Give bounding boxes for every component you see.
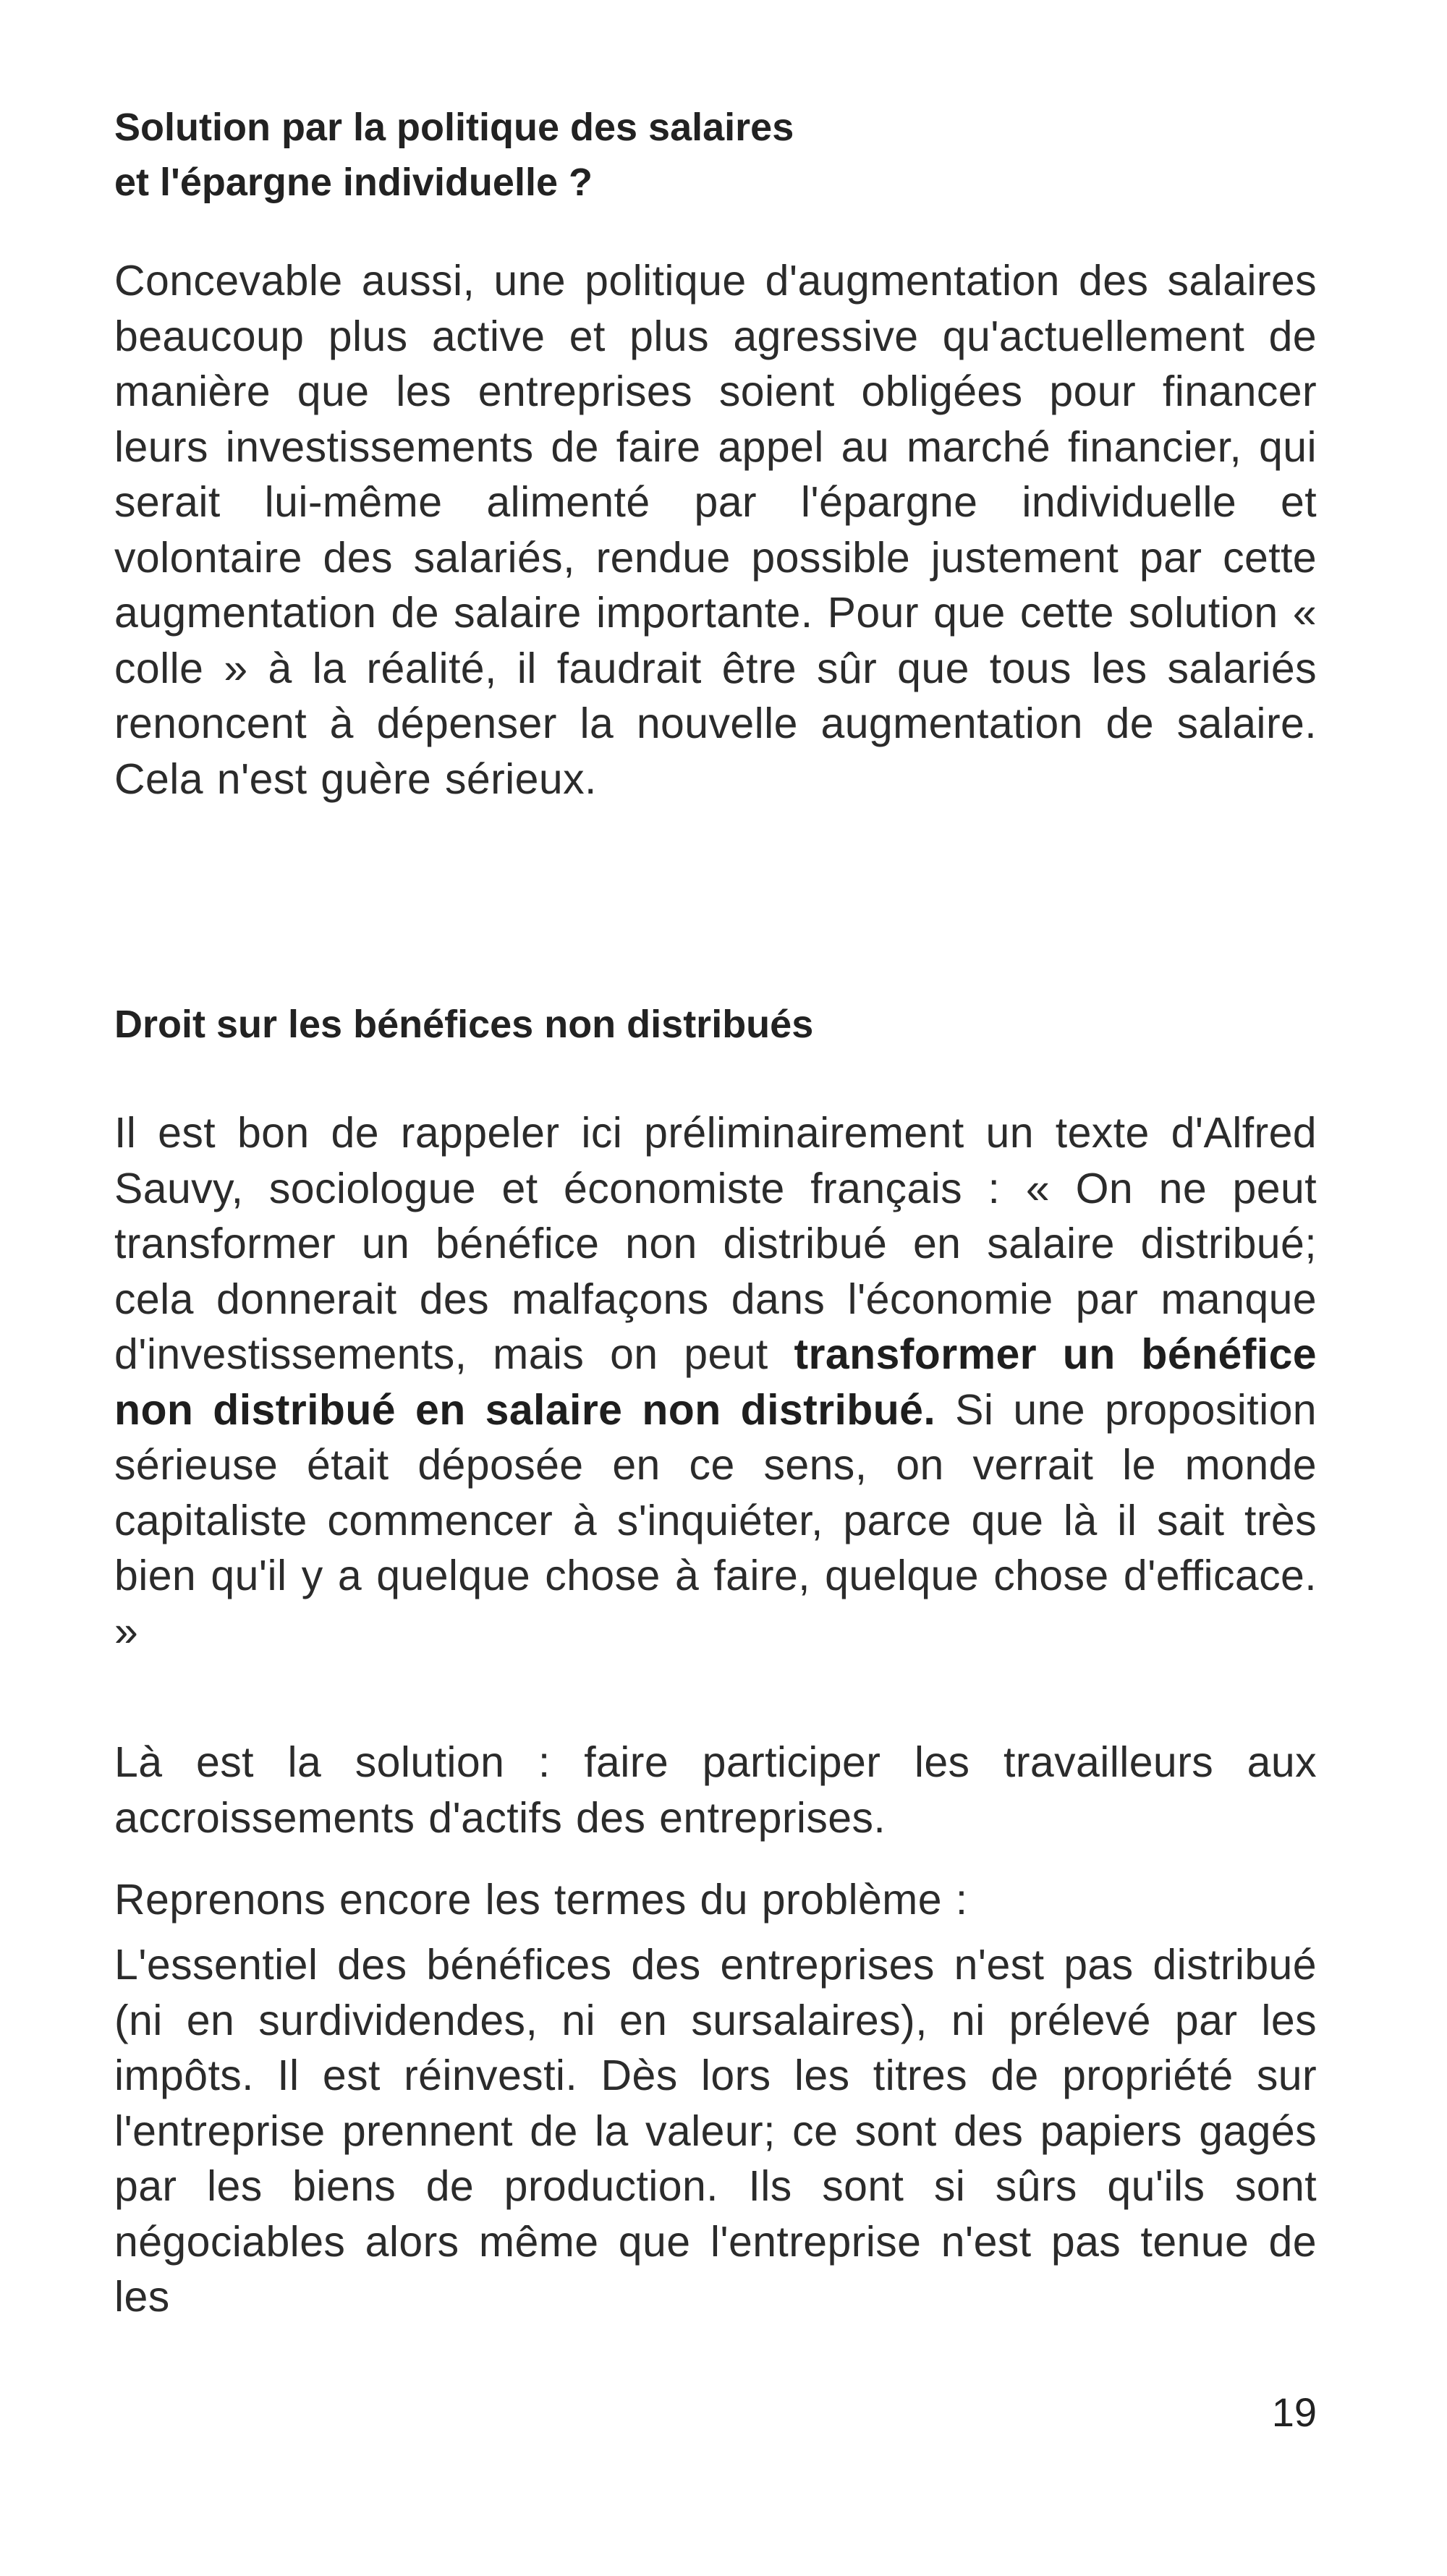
paragraph-restate-problem: Reprenons encore les termes du problème : [114,1876,968,1924]
paragraph-wage-policy: Concevable aussi, une politique d'augmentation des salaires beaucoup plus active et plus agressive qu'actuellement de manière que les entreprises soient obligées pour financer leurs investissements de faire appel au marché financier, qui serait lui-même alimenté par l'épargne individuelle et volontaire des salariés, rendue possible justement par cette augmentation de salaire importante. Pour que cette solution « colle » à la réalité, il faudrait être sûr que tous les salariés renoncent à dépenser la nouvelle augmentation de salaire. Cela n'est guère sérieux. [114,257,1317,803]
heading-line-1: Solution par la politique des salaires [114,106,794,149]
page-number: 19 [1271,2389,1317,2435]
paragraph-solution: Là est la solution : faire participer les travailleurs aux accroissements d'actifs des entreprises. [114,1738,1317,1842]
section-heading-undistributed-profits: Droit sur les bénéfices non distribués [114,1003,814,1046]
quote-text-end: Si une proposition sérieuse était déposée en ce sens, on verrait le monde capitaliste commencer à s'inquiéter, parce que là il sait très bien qu'il y a quelque chose à faire, quelque chose d'efficace. » [114,1385,1317,1655]
paragraph-sauvy-quote [114,1105,1317,1659]
book-page [114,0,1317,2576]
heading-line-2: et l'épargne individuelle ? [114,161,593,204]
quote-text-start: Il est bon de rappeler ici préliminairement un texte d'Alfred Sauvy, sociologue et économiste français : « On ne peut transformer un bénéfice non distribué en salaire distribué; cela donnerait des malfaçons dans l'économie par manque d'investissements, mais on peut [114,1109,1317,1378]
section-heading-wages-savings [114,100,1317,210]
paragraph-reinvested-profits: L'essentiel des bénéfices des entreprises n'est pas distribué (ni en surdividendes, ni en sursalaires), ni prélevé par les impôts. Il est réinvesti. Dès lors les titres de propriété sur l'entreprise prennent de la valeur; ce sont des papiers gagés par les biens de production. Ils sont si sûrs qu'ils sont négociables alors même que l'entreprise n'est pas tenue de les [114,1941,1317,2321]
quote-emphasis: transformer un bénéfice non distribué en salaire non distribué. [114,1330,1317,1434]
